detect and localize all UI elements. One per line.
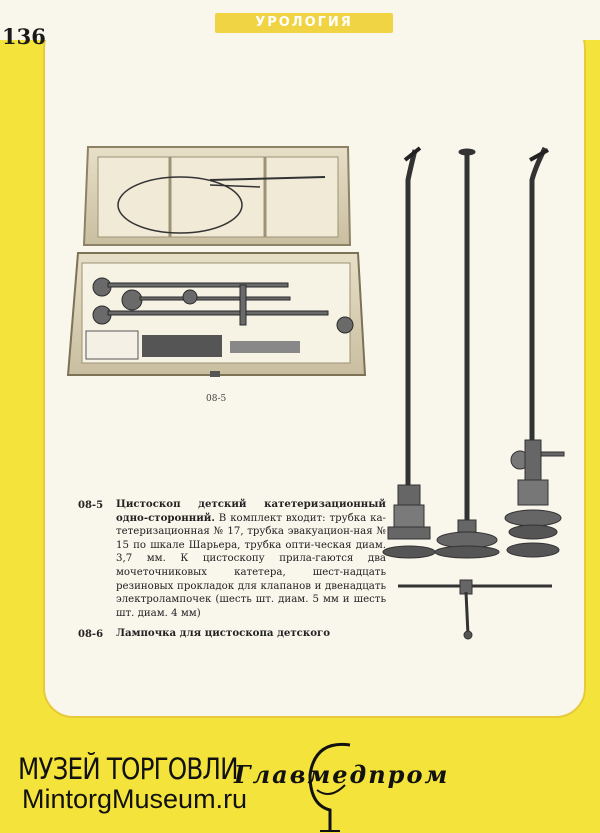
cystoscope-instruments-illustration xyxy=(380,140,590,650)
article-title: Цистоскоп детский катетеризационный одно-сторонний. xyxy=(116,498,386,524)
article-number: 08-6 xyxy=(78,629,104,640)
museum-watermark-title: МУЗЕЙ ТОРГОВЛИ xyxy=(18,752,238,786)
article-title: Лампочка для цистоскопа детского xyxy=(116,627,331,639)
museum-watermark-url: MintorgMuseum.ru xyxy=(22,784,248,814)
section-bar xyxy=(215,13,393,33)
article-body: В комплект входит: трубка ка-тетеризационная № 17, трубка эвакуацион-ная № 15 по шкале Шарьера, трубка опти-ческая диам. 3,7 мм. К цистоскопу прила-гаются два мочеточниковых катетера, шест-надцать резиновых прокладок для клапанов и двенадцать электролампочек (шесть шт. диам. 5 мм и шесть шт. диам. 4 мм) xyxy=(116,512,386,619)
page-number: 136 xyxy=(2,24,46,49)
article-description xyxy=(116,498,386,620)
brand-name: Главмедпром xyxy=(234,760,450,789)
cystoscope-case-photo xyxy=(60,135,376,385)
figure-label: 08-5 xyxy=(206,394,227,404)
section-title: УРОЛОГИЯ xyxy=(255,15,353,30)
article-number: 08-5 xyxy=(78,500,104,511)
